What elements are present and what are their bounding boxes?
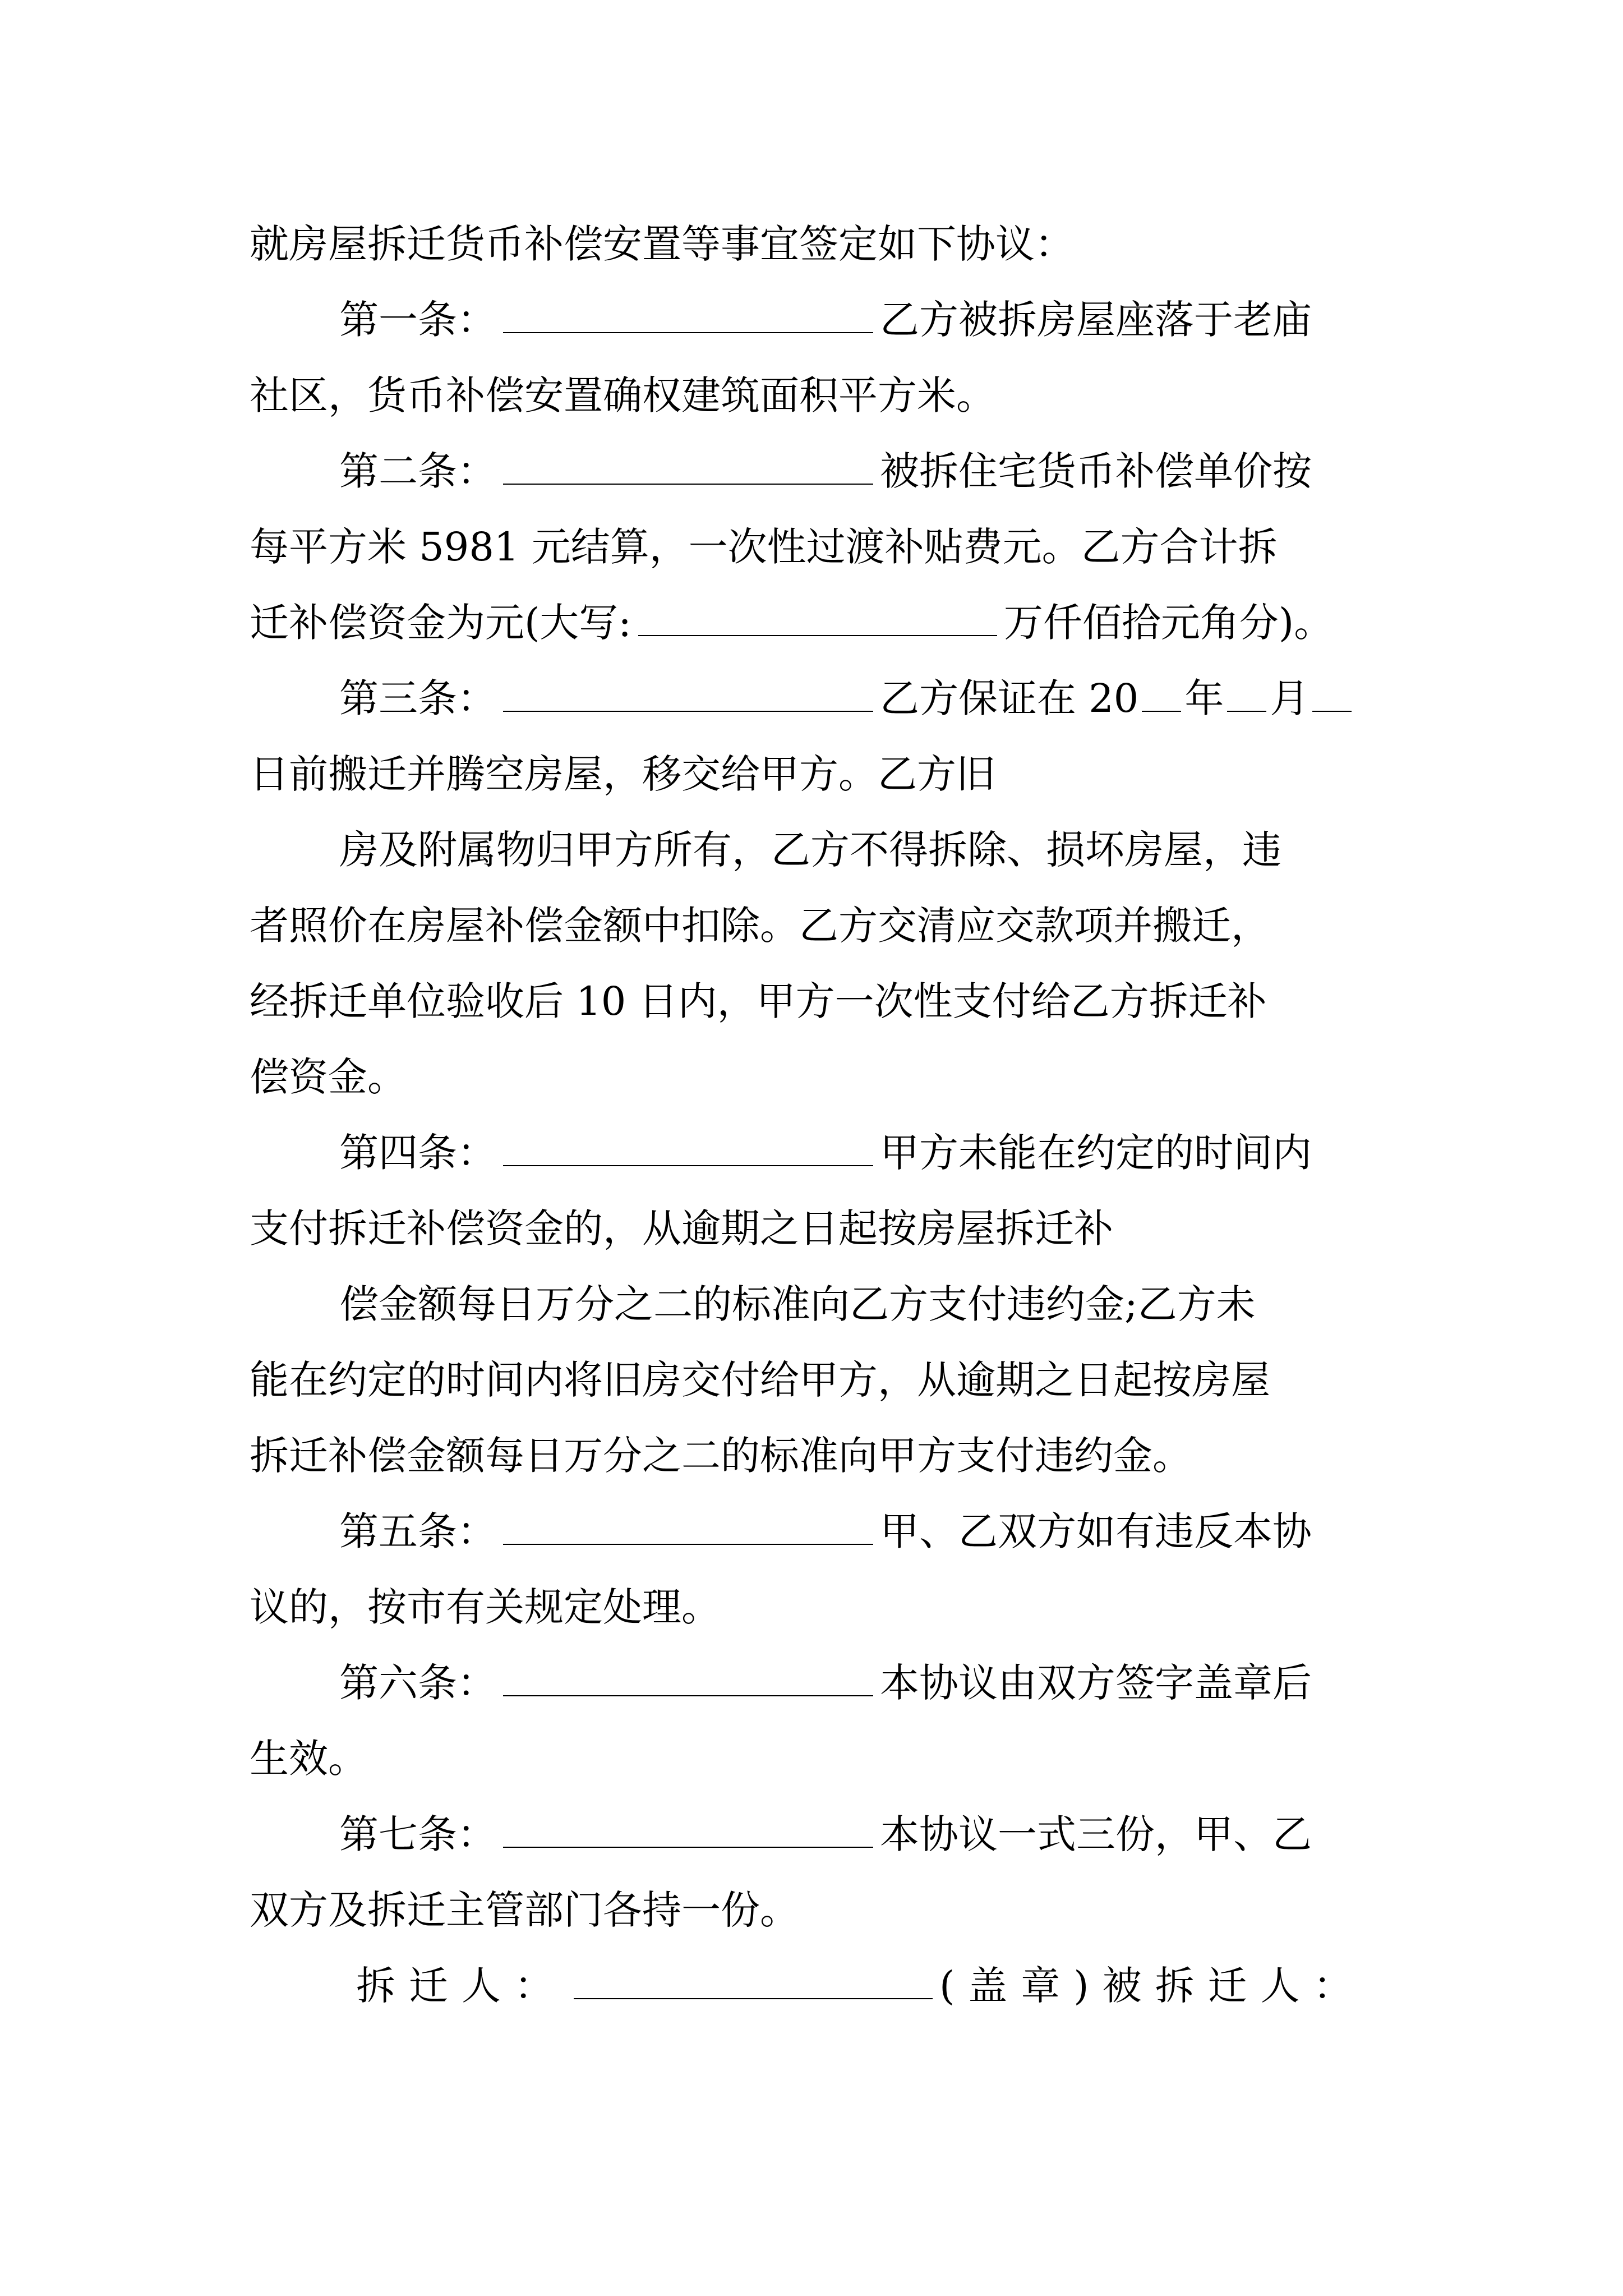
article-1-line-1: 第一条： 乙方被拆房屋座落于老庙 [339,297,1312,343]
article-2-label: 第二条： [339,448,496,494]
article-5-label: 第五条： [339,1508,496,1554]
article-7-label: 第七条： [339,1811,496,1857]
article-3-line-3: 房及附属物归甲方所有，乙方不得拆除、损坏房屋，违 [339,827,1281,873]
article-5-line-1: 第五条： 甲、乙双方如有违反本协 [339,1508,1312,1554]
article-6-blank [503,1663,873,1696]
article-3-line-2: 日前搬迁并腾空房屋，移交给甲方。乙方旧 [250,751,995,797]
article-3-label: 第三条： [339,675,496,721]
article-3-line-5: 经拆迁单位验收后 10 日内，甲方一次性支付给乙方拆迁补 [250,978,1267,1024]
article-4-label: 第四条： [339,1130,496,1176]
article-6-line-2: 生效。 [250,1736,367,1782]
intro-line: 就房屋拆迁货币补偿安置等事宜签定如下协议： [250,221,1074,267]
article-2-line-2: 每平方米 5981 元结算，一次性过渡补贴费元。乙方合计拆 [250,524,1278,570]
article-1-label: 第一条： [339,297,496,343]
article-7-line-1: 第七条： 本协议一式三份，甲、乙 [339,1811,1312,1857]
article-3-line-6: 偿资金。 [250,1054,407,1100]
article-7-blank [503,1814,873,1848]
article-2-line-3: 迁补偿资金为元(大写: 万仟佰拾元角分)。 [250,600,1334,646]
year-blank [1142,678,1181,712]
article-1-line-2: 社区，货币补偿安置确权建筑面积平方米。 [250,372,995,418]
amount-in-words-blank [638,602,997,636]
article-4-line-5: 拆迁补偿金额每日万分之二的标准向甲方支付违约金。 [250,1433,1192,1479]
signature-line [356,1955,1500,2017]
seal-and-relocatee-label: (盖章)被拆迁人： [939,1963,1366,2009]
article-4-line-2: 支付拆迁补偿资金的，从逾期之日起按房屋拆迁补 [250,1205,1113,1251]
article-6-line-1: 第六条： 本协议由双方签字盖章后 [339,1660,1312,1706]
article-4-blank [503,1133,873,1166]
article-5-line-2: 议的，按市有关规定处理。 [250,1584,721,1630]
article-4-line-4: 能在约定的时间内将旧房交付给甲方，从逾期之日起按房屋 [250,1357,1270,1403]
demolisher-signature-blank [574,1966,933,1999]
article-3-line-4: 者照价在房屋补偿金额中扣除。乙方交清应交款项并搬迁， [250,903,1270,949]
article-2-blank [503,451,873,485]
article-6-label: 第六条： [339,1660,496,1706]
article-1-blank [503,300,873,333]
article-3-line-1: 第三条： 乙方保证在 20 年 月 [339,668,1483,729]
article-5-blank [503,1511,873,1545]
article-4-line-1: 第四条： 甲方未能在约定的时间内 [339,1130,1312,1176]
demolisher-label: 拆迁人： [356,1963,567,2009]
day-blank [1312,678,1352,712]
article-4-line-3: 偿金额每日万分之二的标准向乙方支付违约金;乙方未 [339,1281,1256,1327]
article-2-line-1: 第二条： 被拆住宅货币补偿单价按 [339,448,1312,494]
article-3-blank [503,678,873,712]
month-blank [1227,678,1266,712]
article-7-line-2: 双方及拆迁主管部门各持一份。 [250,1887,799,1933]
